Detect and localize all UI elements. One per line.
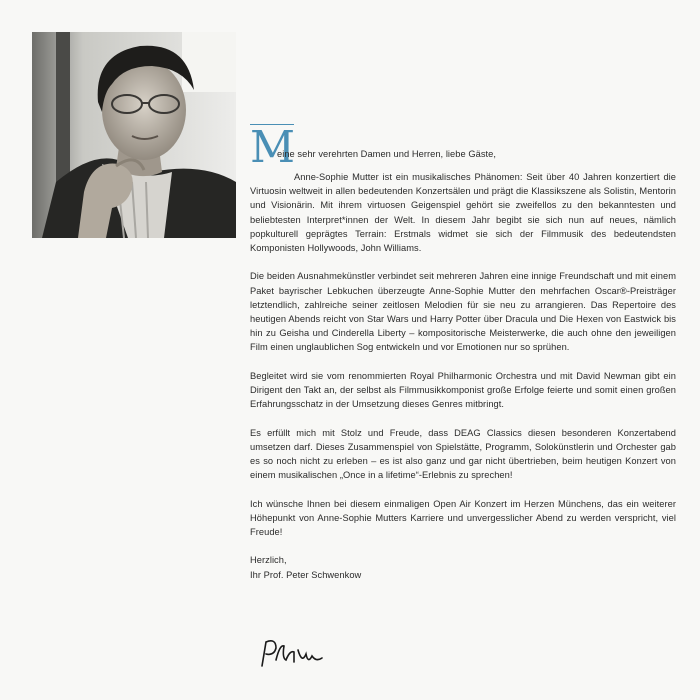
letter-body <box>250 122 676 582</box>
paragraph-5: Ich wünsche Ihnen bei diesem einmaligen Open Air Konzert im Herzen Münchens, das ein weiterer Höhepunkt von Anne-Sophie Mutters Karriere und unvergesslicher Abend zu werden verspricht, viel Freude! <box>250 498 676 538</box>
paragraph-1: Anne-Sophie Mutter ist ein musikalisches Phänomen: Seit über 40 Jahren konzertiert die Virtuosin weltweit in allen bedeutenden Konzertsälen und prägt die Klassikszene als Solistin, Mentorin und Visionärin. Mit ihrem virtuosen Geigenspiel gehört sie zweifellos zu den bekanntesten und beliebtesten Interpret*innen der Welt. In diesem Jahr begibt sie sich nun auf neues, nämlich popkulturell geprägtes Terrain: Erstmals widmet sie sich der Filmmusik des bedeutendsten Komponisten Hollywoods, John Williams. <box>250 172 676 254</box>
author-portrait <box>32 32 236 238</box>
paragraph-2: Die beiden Ausnahmekünstler verbindet seit mehreren Jahren eine innige Freundschaft und mit einem Paket bayrischer Lebkuchen überzeugte Anne-Sophie Mutter den mehrfachen Oscar®-Preisträger letztendlich, zahlreiche seiner zeitlosen Melodien für sie neu zu arrangieren. Das Repertoire des heutigen Abends reicht von Star Wars und Harry Potter über Dracula und Die Hexen von Eastwick bis hin zu Geisha und Cinderella Liberty – kompositorische Meisterwerke, die auch ohne den jeweiligen Film einen unglaublichen Sog entwickeln und vor Emotionen nur so sprühen. <box>250 271 676 353</box>
paragraph-3: Begleitet wird sie vom renommierten Royal Philharmonic Orchestra und mit David Newman gibt ein Dirigent den Takt an, der selbst als Filmmusikkomponist große Erfolge feierte und somit einen großen Erfahrungsschatz in der Umsetzung dieses Genres mitbringt. <box>250 370 676 410</box>
salutation <box>250 122 676 173</box>
drop-cap: M <box>250 122 296 173</box>
signatory-name: Ihr Prof. Peter Schwenkow <box>250 569 362 580</box>
portrait-photo <box>32 32 236 238</box>
salutation-text: eine sehr verehrten Damen und Herren, liebe Gäste, <box>277 149 497 159</box>
paragraph-4: Es erfüllt mich mit Stolz und Freude, dass DEAG Classics diesen besonderen Konzertabend umsetzen darf. Dieses Zusammenspiel von Spielstätte, Programm, Solokünstlerin und Orchester gab es so noch nicht zu erleben – es ist also ganz und gar nicht übertrieben, beim heutigen Konzert von einem musikalischen „Once in a lifetime“-Erlebnis zu sprechen! <box>250 427 676 481</box>
handwritten-signature <box>258 636 328 672</box>
closing-block <box>250 553 676 581</box>
closing-greeting: Herzlich, <box>250 555 287 566</box>
